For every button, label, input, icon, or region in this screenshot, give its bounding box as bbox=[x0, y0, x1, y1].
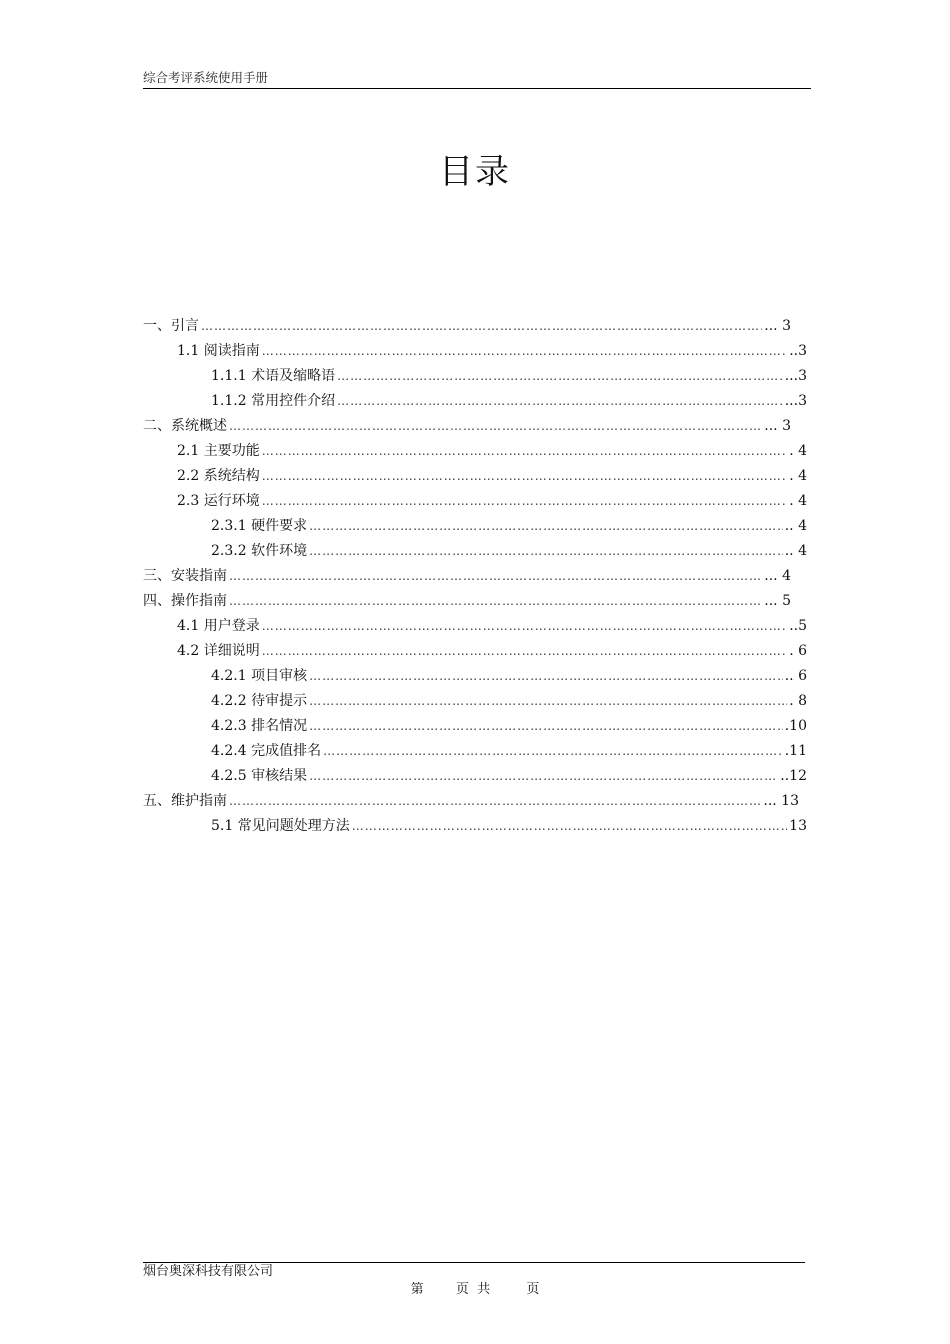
toc-entry-label: 五、维护指南 bbox=[143, 793, 227, 809]
toc-entry-label: 2.3 运行环境 bbox=[177, 493, 260, 509]
toc-entry-label: 2.1 主要功能 bbox=[177, 443, 260, 459]
toc-entry-4-2-2[interactable] bbox=[211, 689, 807, 714]
toc-entry-page: . 4 bbox=[789, 493, 807, 509]
toc-entry-label: 三、安装指南 bbox=[143, 568, 227, 584]
toc-entry-2-1[interactable] bbox=[177, 439, 807, 464]
toc-entry-page: ... 5 bbox=[764, 593, 791, 609]
toc-entry-label: 5.1 常见问题处理方法 bbox=[211, 818, 350, 834]
toc-entry-4-2-3[interactable] bbox=[211, 714, 807, 739]
toc-entry-2[interactable] bbox=[143, 414, 791, 439]
toc-entry-page: ... 13 bbox=[763, 793, 799, 809]
toc-entry-label: 2.2 系统结构 bbox=[177, 468, 260, 484]
toc-entry-page: .. 4 bbox=[784, 543, 807, 559]
toc-entry-label: 4.2.4 完成值排名 bbox=[211, 743, 322, 759]
footer-divider bbox=[143, 1262, 805, 1263]
toc-leader-dots bbox=[229, 789, 761, 814]
toc-entry-page: ... 3 bbox=[764, 418, 791, 434]
toc-entry-2-3[interactable] bbox=[177, 489, 807, 514]
toc-entry-page: . 4 bbox=[789, 443, 807, 459]
page-word-ye-total: 页 bbox=[526, 1282, 540, 1297]
toc-entry-label: 4.2.2 待审提示 bbox=[211, 693, 308, 709]
toc-leader-dots bbox=[229, 564, 762, 589]
toc-entry-label: 1.1.2 常用控件介绍 bbox=[211, 393, 336, 409]
toc-entry-page: ...3 bbox=[784, 368, 807, 384]
toc-leader-dots bbox=[323, 739, 783, 764]
toc-entry-2-3-2[interactable] bbox=[211, 539, 807, 564]
toc-entry-page: ..5 bbox=[789, 618, 807, 634]
footer-page-counter bbox=[0, 1282, 950, 1297]
toc-entry-page: ..12 bbox=[780, 768, 807, 784]
toc-entry-page: 13 bbox=[789, 818, 807, 834]
toc-entry-label: 2.3.2 软件环境 bbox=[211, 543, 308, 559]
toc-leader-dots bbox=[309, 514, 783, 539]
toc-entry-3[interactable] bbox=[143, 564, 791, 589]
toc-leader-dots bbox=[309, 764, 778, 789]
toc-entry-4-2-5[interactable] bbox=[211, 764, 807, 789]
toc-entry-label: 4.1 用户登录 bbox=[177, 618, 260, 634]
toc-entry-4-2-4[interactable] bbox=[211, 739, 807, 764]
toc-entry-1-1-1[interactable] bbox=[211, 364, 807, 389]
toc-leader-dots bbox=[229, 414, 762, 439]
toc-entry-page: .. 6 bbox=[784, 668, 807, 684]
toc-entry-page: ... 4 bbox=[764, 568, 791, 584]
toc-leader-dots bbox=[309, 689, 787, 714]
toc-entry-label: 4.2 详细说明 bbox=[177, 643, 260, 659]
toc-entry-label: 一、引言 bbox=[143, 318, 199, 334]
toc-entry-4[interactable] bbox=[143, 589, 791, 614]
toc-leader-dots bbox=[309, 664, 783, 689]
toc-leader-dots bbox=[262, 439, 787, 464]
toc-entry-1-1-2[interactable] bbox=[211, 389, 807, 414]
toc-leader-dots bbox=[337, 389, 783, 414]
toc-entry-page: ..3 bbox=[789, 343, 807, 359]
toc-leader-dots bbox=[229, 589, 762, 614]
toc-entry-page: . 8 bbox=[789, 693, 807, 709]
toc-entry-label: 四、操作指南 bbox=[143, 593, 227, 609]
toc-entry-label: 4.2.5 审核结果 bbox=[211, 768, 308, 784]
toc-entry-2-3-1[interactable] bbox=[211, 514, 807, 539]
toc-entry-4-2[interactable] bbox=[177, 639, 807, 664]
toc-entry-4-1[interactable] bbox=[177, 614, 807, 639]
toc-leader-dots bbox=[337, 364, 783, 389]
toc-entry-page: ... 3 bbox=[764, 318, 791, 334]
toc-entry-label: 4.2.1 项目审核 bbox=[211, 668, 308, 684]
page-word-gong: 共 bbox=[477, 1282, 491, 1297]
header-title: 综合考评系统使用手册 bbox=[143, 70, 269, 85]
footer-company: 烟台奥深科技有限公司 bbox=[143, 1264, 274, 1279]
toc-leader-dots bbox=[309, 714, 783, 739]
toc-entry-5-1[interactable] bbox=[211, 814, 807, 839]
toc-entry-label: 1.1 阅读指南 bbox=[177, 343, 260, 359]
toc-title: 目录 bbox=[439, 152, 511, 192]
toc-leader-dots bbox=[262, 464, 787, 489]
toc-entry-5[interactable] bbox=[143, 789, 799, 814]
toc-entry-1-1[interactable] bbox=[177, 339, 807, 364]
toc-entry-page: ...3 bbox=[784, 393, 807, 409]
toc-entry-page: . 6 bbox=[789, 643, 807, 659]
page-word-ye: 页 bbox=[455, 1282, 469, 1297]
page-word-di: 第 bbox=[410, 1282, 424, 1297]
toc-leader-dots bbox=[352, 814, 787, 839]
toc-leader-dots bbox=[262, 639, 787, 664]
toc-entry-label: 2.3.1 硬件要求 bbox=[211, 518, 308, 534]
toc-entry-label: 4.2.3 排名情况 bbox=[211, 718, 308, 734]
toc-entry-2-2[interactable] bbox=[177, 464, 807, 489]
toc-entry-label: 二、系统概述 bbox=[143, 418, 227, 434]
toc-entry-page: . 4 bbox=[789, 468, 807, 484]
toc-leader-dots bbox=[262, 339, 787, 364]
toc-leader-dots bbox=[262, 614, 787, 639]
toc-entry-page: .. 4 bbox=[784, 518, 807, 534]
toc-entry-page: .11 bbox=[784, 743, 807, 759]
toc-leader-dots bbox=[309, 539, 783, 564]
toc-entry-4-2-1[interactable] bbox=[211, 664, 807, 689]
toc-leader-dots bbox=[262, 489, 787, 514]
toc-entry-1[interactable] bbox=[143, 314, 791, 339]
toc-entry-label: 1.1.1 术语及缩略语 bbox=[211, 368, 336, 384]
toc-entry-page: .10 bbox=[784, 718, 807, 734]
toc-leader-dots bbox=[201, 314, 762, 339]
